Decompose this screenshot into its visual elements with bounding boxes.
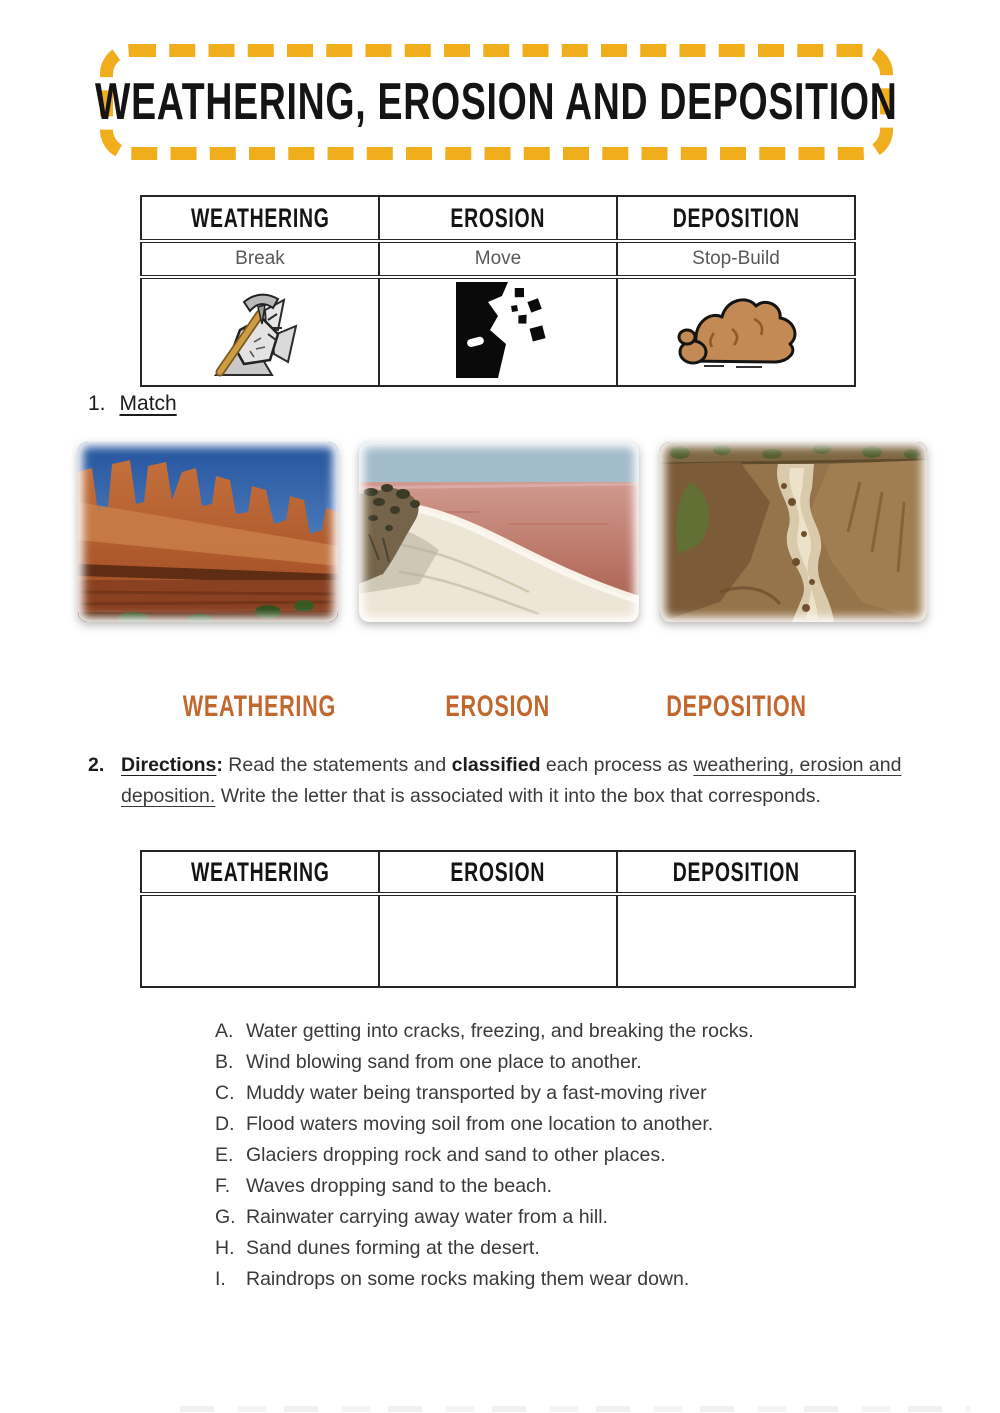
match-labels-row: [140, 690, 856, 724]
answer-box-weathering[interactable]: [141, 894, 379, 987]
directions-number: 2.: [88, 754, 105, 776]
statement-c: C. Muddy water being transported by a fast-moving river: [215, 1082, 707, 1104]
directions-paragraph: [88, 750, 906, 812]
match-number: 1.: [88, 392, 106, 415]
statement-a: A. Water getting into cracks, freezing, and breaking the rocks.: [215, 1020, 754, 1042]
statement-h: H. Sand dunes forming at the desert.: [215, 1237, 540, 1259]
pickaxe-rock-icon: [210, 280, 310, 380]
definition-table-icon-row: [141, 277, 855, 386]
eroded-gully-photo[interactable]: [660, 442, 927, 622]
answer-box-erosion[interactable]: [379, 894, 617, 987]
statement-g: G. Rainwater carrying away water from a hill.: [215, 1206, 608, 1228]
statement-b: B. Wind blowing sand from one place to another.: [215, 1051, 642, 1073]
definition-table-header-row: [141, 196, 855, 241]
definition-table: [140, 195, 856, 387]
statement-e: E. Glaciers dropping rock and sand to other places.: [215, 1144, 666, 1166]
red-rock-cliffs-photo[interactable]: [78, 442, 338, 622]
action-break: Break: [141, 241, 379, 277]
match-heading: [88, 392, 177, 416]
falling-rocks-icon: [448, 280, 548, 380]
definition-table-action-row: [141, 241, 855, 277]
statement-d: D. Flood waters moving soil from one location to another.: [215, 1113, 714, 1135]
directions-heading: Directions: [121, 754, 217, 776]
answer-header-weathering: WEATHERING: [141, 851, 379, 894]
answer-table-input-row: [141, 894, 855, 987]
dirt-pile-icon: [670, 289, 802, 371]
answer-table: [140, 850, 856, 988]
action-stop-build: Stop-Build: [617, 241, 855, 277]
definition-header-weathering: WEATHERING: [141, 196, 379, 241]
statement-f: F. Waves dropping sand to the beach.: [215, 1175, 553, 1197]
title-dashed-frame: [95, 44, 898, 160]
statement-i: I. Raindrops on some rocks making them wear down.: [215, 1268, 690, 1290]
definition-header-deposition: DEPOSITION: [617, 196, 855, 241]
next-page-cutoff-text: [180, 1406, 970, 1412]
match-label: Match: [119, 392, 177, 415]
match-photos-row: [78, 442, 936, 622]
directions-text: Directions: Read the statements and classified each process as weathering, erosion and deposition. Write the letter that is associated with it into the box that corresponds.: [121, 754, 902, 807]
action-move: Move: [379, 241, 617, 277]
statements-list: [215, 1016, 855, 1295]
salt-shore-pink-water-photo[interactable]: [359, 442, 639, 622]
page-title: WEATHERING, EROSION AND DEPOSITION: [95, 73, 898, 131]
answer-box-deposition[interactable]: [617, 894, 855, 987]
match-label-weathering[interactable]: WEATHERING: [182, 690, 336, 723]
definition-header-erosion: EROSION: [379, 196, 617, 241]
answer-header-deposition: DEPOSITION: [617, 851, 855, 894]
match-label-erosion[interactable]: EROSION: [445, 690, 551, 723]
answer-table-header-row: [141, 851, 855, 894]
match-label-deposition[interactable]: DEPOSITION: [666, 690, 807, 723]
answer-header-erosion: EROSION: [379, 851, 617, 894]
